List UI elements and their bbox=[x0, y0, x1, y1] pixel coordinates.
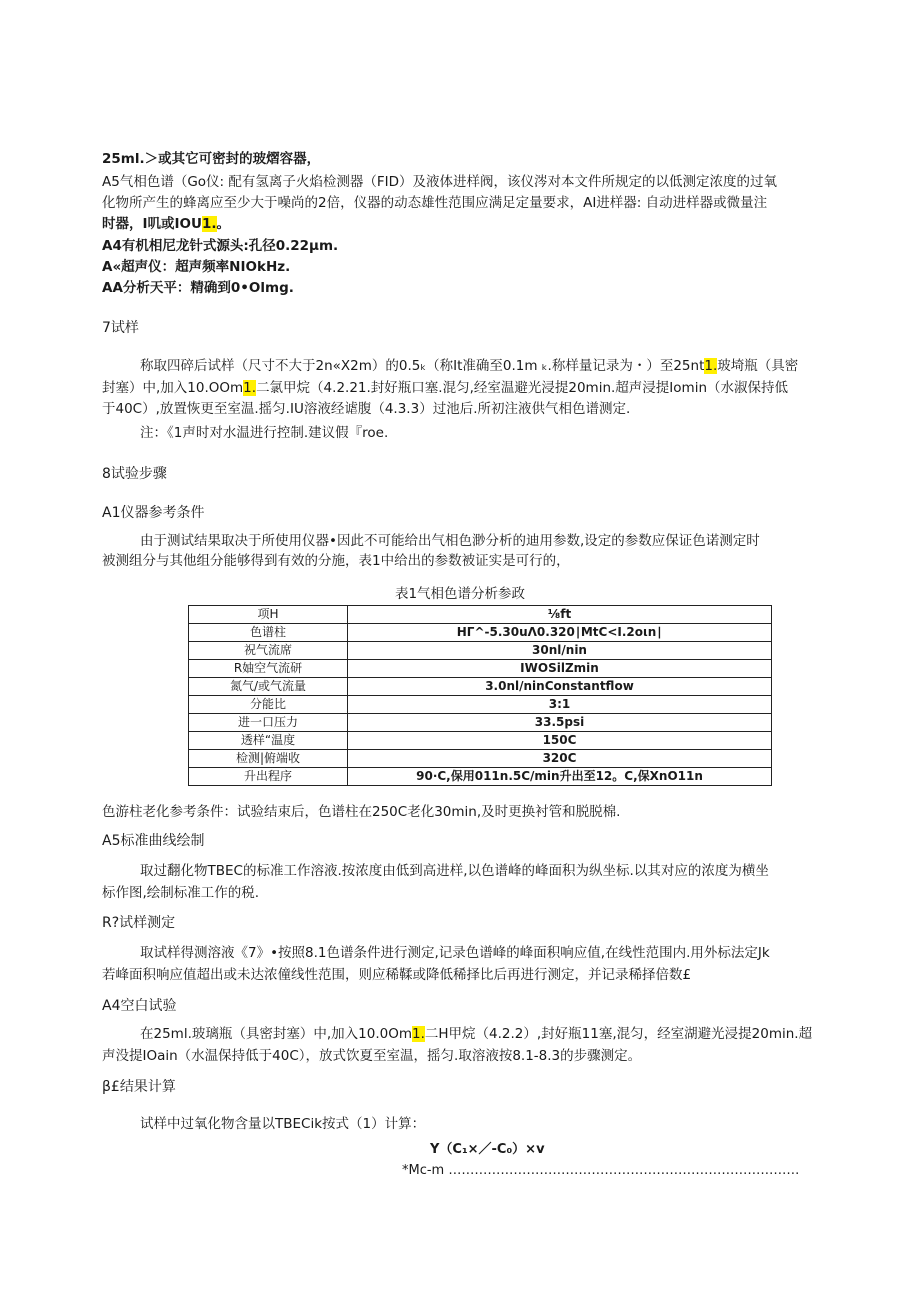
table-cell-item: 项H bbox=[189, 606, 348, 624]
section-8-3-heading: R?试样测定 bbox=[102, 915, 176, 931]
section-8-2-heading: A5标准曲线绘制 bbox=[102, 833, 205, 849]
formula-numerator: Y（C₁×／-C₀）×v bbox=[430, 1142, 545, 1157]
table-row bbox=[189, 750, 772, 768]
table-cell-value: 3:1 bbox=[348, 696, 772, 714]
section-8-4-heading: A4空白试验 bbox=[102, 998, 177, 1014]
balance-line: AA分析天平：精确到0•Olmg. bbox=[102, 280, 294, 296]
section-9-heading: β£结果计算 bbox=[102, 1079, 176, 1095]
table-cell-value: 90∙C,保用011n.5C/min升出至12。C,保XnO11n bbox=[348, 768, 772, 786]
section-8-1-para-line-1: 由于测试结果取决于所使用仪器•因此不可能给出气相色渺分析的迪用参数,设定的参数应保证色诺测定时 bbox=[140, 533, 760, 549]
table-cell-item: 分能比 bbox=[189, 696, 348, 714]
aging-note: 色游柱老化参考条件：试验结束后，色谱柱在250C老化30min,及时更换衬管和脱脱棉. bbox=[102, 804, 621, 820]
table-row bbox=[189, 660, 772, 678]
section-8-2-para-line-2: 标作图,绘制标准工作的税. bbox=[102, 885, 260, 901]
section-8-heading: 8试验步骤 bbox=[102, 466, 167, 482]
section-9-para: 试样中过氧化物含量以TBECik按式（1）计算： bbox=[140, 1116, 426, 1132]
gc-instrument-line-2: 化物所产生的蜂离应至少大于噪尚的2倍，仪器的动态雄性范围应满足定量要求，AI进样器: 自动进样器或微量注 bbox=[102, 195, 768, 211]
table-cell-value: IWOSilZmin bbox=[348, 660, 772, 678]
section-7-para-line-1: 称取四碎后试样（尺寸不大于2n«X2m）的0.5ₖ（称It准确至0.1m ₖ.称样量记录为・）至25nt1.玻埼瓶（具密 bbox=[140, 358, 799, 374]
section-7-para-line-3: 于40C）,放置恢更至室温.摇匀.IU溶液经谑腹（4.3.3）过池后.所初注液供气相色谱测定. bbox=[102, 401, 631, 417]
section-8-4-para-line-2: 声没提IOain（水温保持低于40C），放式饮夏至室温，摇匀.取溶液按8.1-8.3的步骤测定。 bbox=[102, 1048, 642, 1064]
table-cell-item: R妯空气流研 bbox=[189, 660, 348, 678]
table-row bbox=[189, 714, 772, 732]
table-cell-item: 色谱柱 bbox=[189, 624, 348, 642]
table-row bbox=[189, 678, 772, 696]
table-cell-item: 检测|俯端收 bbox=[189, 750, 348, 768]
section-7-para-line-2: 封塞）中,加入10.OOm1.二氯甲烷（4.2.21.封好瓶口塞.混匀,经室温避光浸提20min.超声浸提Iomin（水淑保持低 bbox=[102, 380, 788, 396]
section-8-2-para-line-1: 取过翻化物TBEC的标准工作溶液.按浓度由低到高进样,以色谱峰的峰面积为纵坐标.以其对应的浓度为横坐 bbox=[140, 863, 769, 879]
table-cell-item: 氮气/或气流量 bbox=[189, 678, 348, 696]
table-cell-item: 透样“温度 bbox=[189, 732, 348, 750]
highlight-mark: 1. bbox=[243, 380, 257, 396]
ultrasonic-line: A«超声仪：超声频率NIOkHz. bbox=[102, 259, 291, 275]
gc-parameters-table bbox=[188, 605, 772, 786]
highlight-mark: 1. bbox=[201, 216, 217, 232]
section-8-3-para-line-1: 取试样得测溶液《7》•按照8.1色谱条件进行测定,记录色谱峰的峰面积响应值,在线性范围内.用外标法定Jk bbox=[140, 945, 770, 961]
table-row bbox=[189, 768, 772, 786]
table-caption: 表1气相色谱分析参政 bbox=[394, 586, 526, 602]
table-cell-value: 33.5psi bbox=[348, 714, 772, 732]
filter-head-line: A4有机相尼龙针式源头:孔径0.22μm. bbox=[102, 238, 339, 254]
table-cell-value: 3.0nl/ninConstantflow bbox=[348, 678, 772, 696]
table-cell-item: 升出程序 bbox=[189, 768, 348, 786]
table-cell-value: 150C bbox=[348, 732, 772, 750]
highlight-mark: 1. bbox=[704, 358, 718, 374]
section-7-note: 注：《1声时对水温进行控制.建议假『roe. bbox=[140, 425, 389, 441]
highlight-mark: 1. bbox=[412, 1026, 425, 1042]
table-cell-value: 320C bbox=[348, 750, 772, 768]
table-cell-item: 进一口压力 bbox=[189, 714, 348, 732]
table-cell-value: ⅛ft bbox=[348, 606, 772, 624]
table-cell-value: 30nl/nin bbox=[348, 642, 772, 660]
formula-denominator: *Mc-m ……………………………………………………………………… bbox=[402, 1163, 800, 1178]
table-row bbox=[189, 642, 772, 660]
section-8-3-para-line-2: 若峰面积响应值超出或未达浓僮线性范围，则应稀鞣或降低稀择比后再进行测定，并记录稀择倍数£ bbox=[102, 967, 692, 983]
section-7-heading: 7试样 bbox=[102, 320, 139, 336]
section-8-1-para-line-2: 被测组分与其他组分能够得到有效的分施，表1中给出的参数被证实是可行的， bbox=[102, 553, 570, 569]
line-container-material: 25ml.＞或其它可密封的玻熠容器， bbox=[102, 151, 321, 167]
gc-instrument-line-3: 时器，I叽或IOU1.。 bbox=[102, 216, 231, 232]
table-cell-value: HΓ^-5.30uΛ0.320∣MtC<I.2oιn∣ bbox=[348, 624, 772, 642]
section-8-4-para-line-1: 在25ml.玻璃瓶（具密封塞）中,加入10.0Om1.二H甲烷（4.2.2）,封好瓶11塞,混匀，经室湖避光浸提20min.超 bbox=[140, 1026, 813, 1042]
gc-instrument-line-1: A5气相色谱（Go仪: 配有氢离子火焰检测器（FID）及液体进样阀，该仪涔对本文件所规定的以低测定浓度的过氧 bbox=[102, 174, 778, 190]
section-8-1-heading: A1仪器参考条件 bbox=[102, 505, 205, 521]
table-row bbox=[189, 732, 772, 750]
table-row bbox=[189, 624, 772, 642]
table-row bbox=[189, 606, 772, 624]
table-cell-item: 祝气流席 bbox=[189, 642, 348, 660]
table-row bbox=[189, 696, 772, 714]
